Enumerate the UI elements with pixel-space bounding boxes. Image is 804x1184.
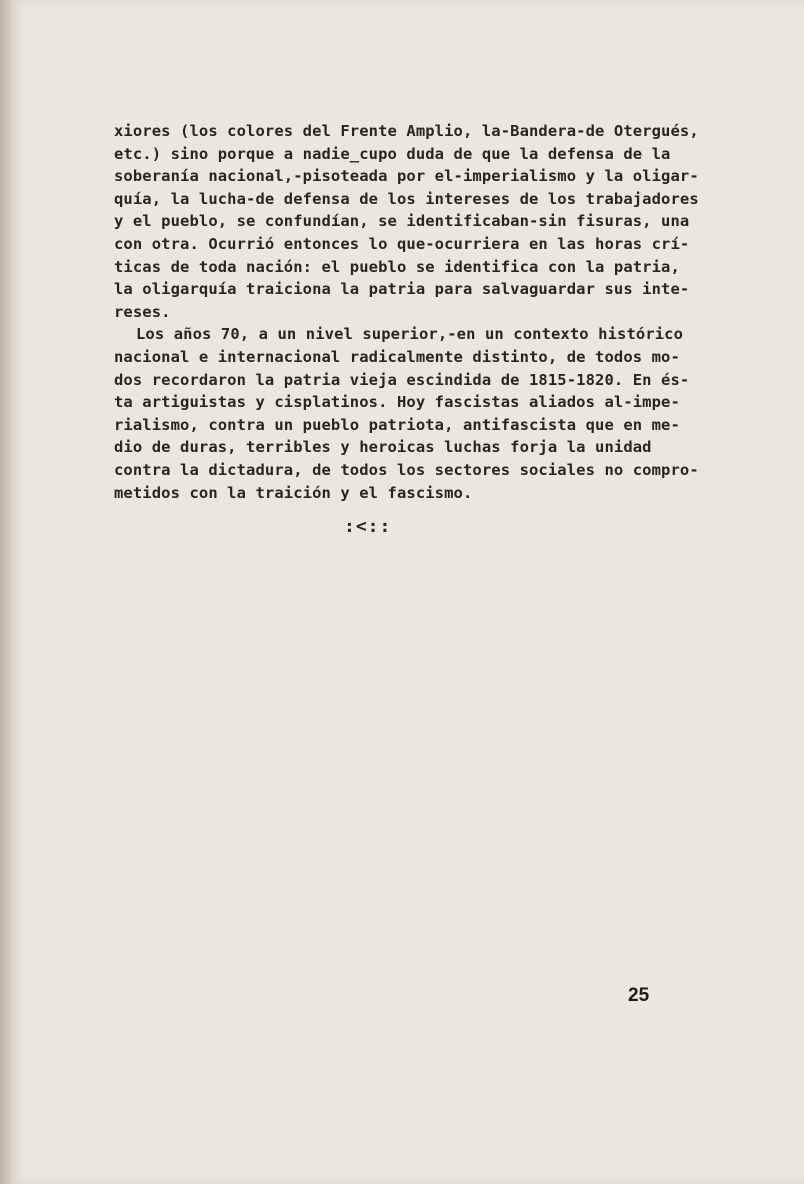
page-number: 25 [628, 985, 650, 1006]
text-line: metidos con la traición y el fascismo. [114, 483, 473, 502]
text-line: xiores (los colores del Frente Amplio, la-Bandera-de Otergués, [114, 122, 699, 140]
page-binding-edge [0, 0, 12, 1184]
text-line: reses. [114, 302, 171, 321]
body-text [114, 120, 699, 504]
text-line: quía, la lucha-de defensa de los intereses de los trabajadores [114, 189, 699, 208]
section-ornament: :<:: [344, 516, 392, 537]
text-line: y el pueblo, se confundían, se identificaban-sin fisuras, una [114, 212, 690, 231]
text-line: soberanía nacional,-pisoteada por el-imperialismo y la oligar- [114, 167, 699, 186]
text-line: etc.) sino porque a nadie_cupo duda de que la defensa de la [114, 144, 671, 163]
text-line: dio de duras, terribles y heroicas luchas forja la unidad [114, 438, 652, 457]
document-page [12, 0, 804, 1184]
text-line: ta artiguistas y cisplatinos. Hoy fascistas aliados al-impe- [114, 393, 680, 412]
text-line: Los años 70, a un nivel superior,-en un contexto histórico [136, 325, 684, 344]
text-line: dos recordaron la patria vieja escindida de 1815-1820. En és- [114, 370, 690, 389]
text-line: ticas de toda nación: el pueblo se identifica con la patria, [114, 257, 680, 276]
text-line: rialismo, contra un pueblo patriota, antifascista que en me- [114, 415, 680, 434]
text-line: con otra. Ocurrió entonces lo que-ocurriera en las horas crí- [114, 234, 690, 253]
text-line: la oligarquía traiciona la patria para salvaguardar sus inte- [114, 280, 690, 299]
text-line: nacional e internacional radicalmente distinto, de todos mo- [114, 347, 680, 366]
text-line: contra la dictadura, de todos los sectores sociales no compro- [114, 460, 699, 479]
